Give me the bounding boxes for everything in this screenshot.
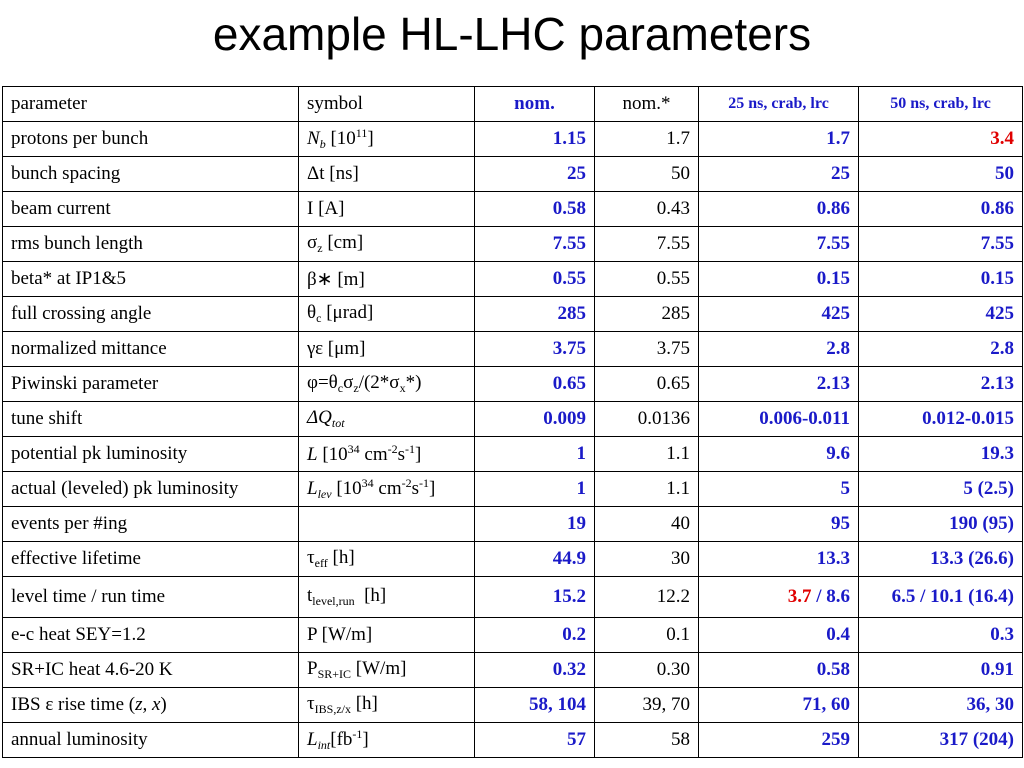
table-row-protons-per-bunch bbox=[3, 122, 1023, 157]
c25-cell: 7.55 bbox=[699, 227, 859, 262]
c25-cell: 0.86 bbox=[699, 192, 859, 227]
nom-cell: 57 bbox=[475, 723, 595, 758]
c25-red-value: 3.7 bbox=[787, 586, 812, 607]
table-row-ec-heat bbox=[3, 618, 1023, 653]
nom-star-cell: 0.1 bbox=[595, 618, 699, 653]
c25-cell: 425 bbox=[699, 297, 859, 332]
parameter-cell: level time / run time bbox=[3, 577, 299, 618]
symbol-cell: $P_{SR+IC}$ [W/m] bbox=[299, 653, 475, 688]
header-25ns-crab-lrc: 25 ns, crab, lrc bbox=[699, 87, 859, 122]
nom-star-cell: 1.1 bbox=[595, 437, 699, 472]
nom-cell: 0.009 bbox=[475, 402, 595, 437]
nom-cell: 7.55 bbox=[475, 227, 595, 262]
c25-cell: 1.7 bbox=[699, 122, 859, 157]
parameter-cell: annual luminosity bbox=[3, 723, 299, 758]
symbol-cell: $\tau_{IBS,z/x}$ [h] bbox=[299, 688, 475, 723]
symbol-cell: β∗ [m] bbox=[299, 262, 475, 297]
c25-cell: 5 bbox=[699, 472, 859, 507]
c25-cell: 25 bbox=[699, 157, 859, 192]
parameter-cell: beta* at IP1&5 bbox=[3, 262, 299, 297]
c50-cell: 2.13 bbox=[859, 367, 1023, 402]
c50-cell: 7.55 bbox=[859, 227, 1023, 262]
c50-cell: 317 (204) bbox=[859, 723, 1023, 758]
table-header-row bbox=[3, 87, 1023, 122]
symbol-cell: $L_{int}[fb^{-1}]$ bbox=[299, 723, 475, 758]
table-row-effective-lifetime bbox=[3, 542, 1023, 577]
symbol-cell bbox=[299, 507, 475, 542]
symbol-cell: $L_{lev}$ [$10^{34}$ $cm^{-2}s^{-1}$] bbox=[299, 472, 475, 507]
c50-cell: 425 bbox=[859, 297, 1023, 332]
nom-cell: 25 bbox=[475, 157, 595, 192]
parameter-cell: Piwinski parameter bbox=[3, 367, 299, 402]
parameter-cell: normalized mittance bbox=[3, 332, 299, 367]
nom-star-cell: 0.65 bbox=[595, 367, 699, 402]
header-50ns-crab-lrc: 50 ns, crab, lrc bbox=[859, 87, 1023, 122]
nom-cell: 0.2 bbox=[475, 618, 595, 653]
c50-cell: 190 (95) bbox=[859, 507, 1023, 542]
symbol-cell: $\theta_c$ [μrad] bbox=[299, 297, 475, 332]
nom-star-cell: 0.0136 bbox=[595, 402, 699, 437]
table-row-potential-pk-luminosity bbox=[3, 437, 1023, 472]
symbol-cell: I [A] bbox=[299, 192, 475, 227]
nom-star-cell: 0.55 bbox=[595, 262, 699, 297]
table-row-rms-bunch-length bbox=[3, 227, 1023, 262]
nom-star-cell: 1.7 bbox=[595, 122, 699, 157]
symbol-cell: L [$10^{34}$ $cm^{-2}s^{-1}$] bbox=[299, 437, 475, 472]
table-row-piwinski-parameter bbox=[3, 367, 1023, 402]
parameter-cell: protons per bunch bbox=[3, 122, 299, 157]
c50-cell: 36, 30 bbox=[859, 688, 1023, 723]
symbol-cell: $N_b$ $[10^{11}]$ bbox=[299, 122, 475, 157]
c25-cell bbox=[699, 577, 859, 618]
nom-cell: 0.58 bbox=[475, 192, 595, 227]
c50-cell: 19.3 bbox=[859, 437, 1023, 472]
header-parameter: parameter bbox=[3, 87, 299, 122]
nom-star-cell: 3.75 bbox=[595, 332, 699, 367]
symbol-cell: Δt [ns] bbox=[299, 157, 475, 192]
nom-star-cell: 12.2 bbox=[595, 577, 699, 618]
header-nom: nom. bbox=[475, 87, 595, 122]
table-row-crossing-angle bbox=[3, 297, 1023, 332]
c25-cell: 71, 60 bbox=[699, 688, 859, 723]
symbol-cell: $\tau_{eff}$ [h] bbox=[299, 542, 475, 577]
table-row-beta-star bbox=[3, 262, 1023, 297]
nom-star-cell: 30 bbox=[595, 542, 699, 577]
table-row-tune-shift bbox=[3, 402, 1023, 437]
nom-cell: 285 bbox=[475, 297, 595, 332]
parameter-cell: effective lifetime bbox=[3, 542, 299, 577]
table-row-beam-current bbox=[3, 192, 1023, 227]
table-row-leveled-pk-luminosity bbox=[3, 472, 1023, 507]
c50-cell: 3.4 bbox=[859, 122, 1023, 157]
parameters-table bbox=[2, 86, 1023, 758]
c25-cell: 0.4 bbox=[699, 618, 859, 653]
c25-cell: 2.13 bbox=[699, 367, 859, 402]
nom-cell: 3.75 bbox=[475, 332, 595, 367]
c50-cell: 0.3 bbox=[859, 618, 1023, 653]
c50-cell: 6.5 / 10.1 (16.4) bbox=[859, 577, 1023, 618]
nom-star-cell: 0.43 bbox=[595, 192, 699, 227]
nom-cell: 44.9 bbox=[475, 542, 595, 577]
symbol-cell: P [W/m] bbox=[299, 618, 475, 653]
c25-cell: 13.3 bbox=[699, 542, 859, 577]
symbol-cell: γε [μm] bbox=[299, 332, 475, 367]
parameter-cell: rms bunch length bbox=[3, 227, 299, 262]
c25-rest-value: / 8.6 bbox=[811, 586, 850, 607]
parameter-cell: bunch spacing bbox=[3, 157, 299, 192]
nom-cell: 19 bbox=[475, 507, 595, 542]
parameter-cell: actual (leveled) pk luminosity bbox=[3, 472, 299, 507]
table-row-annual-luminosity bbox=[3, 723, 1023, 758]
c25-cell: 0.58 bbox=[699, 653, 859, 688]
parameter-cell: full crossing angle bbox=[3, 297, 299, 332]
symbol-cell: $\Delta Q_{tot}$ bbox=[299, 402, 475, 437]
c25-cell: 2.8 bbox=[699, 332, 859, 367]
c50-cell: 2.8 bbox=[859, 332, 1023, 367]
c50-cell: 0.91 bbox=[859, 653, 1023, 688]
c25-cell: 259 bbox=[699, 723, 859, 758]
symbol-cell: $\sigma_z$ [cm] bbox=[299, 227, 475, 262]
nom-star-cell: 39, 70 bbox=[595, 688, 699, 723]
c25-cell: 0.006-0.011 bbox=[699, 402, 859, 437]
c25-cell: 95 bbox=[699, 507, 859, 542]
c50-cell: 0.15 bbox=[859, 262, 1023, 297]
slide-title: example HL-LHC parameters bbox=[212, 8, 812, 60]
table-row-sr-ic-heat bbox=[3, 653, 1023, 688]
parameter-cell: tune shift bbox=[3, 402, 299, 437]
nom-cell: 0.32 bbox=[475, 653, 595, 688]
nom-cell: 1 bbox=[475, 437, 595, 472]
nom-cell: 1 bbox=[475, 472, 595, 507]
table-row-level-run-time bbox=[3, 577, 1023, 618]
nom-star-cell: 285 bbox=[595, 297, 699, 332]
nom-star-cell: 50 bbox=[595, 157, 699, 192]
nom-cell: 58, 104 bbox=[475, 688, 595, 723]
parameter-cell: e-c heat SEY=1.2 bbox=[3, 618, 299, 653]
nom-star-cell: 1.1 bbox=[595, 472, 699, 507]
nom-cell: 15.2 bbox=[475, 577, 595, 618]
nom-cell: 0.65 bbox=[475, 367, 595, 402]
table-row-ibs-rise-time bbox=[3, 688, 1023, 723]
parameter-cell: potential pk luminosity bbox=[3, 437, 299, 472]
table-row-events-per-crossing bbox=[3, 507, 1023, 542]
nom-star-cell: 0.30 bbox=[595, 653, 699, 688]
nom-star-cell: 7.55 bbox=[595, 227, 699, 262]
parameter-cell: beam current bbox=[3, 192, 299, 227]
parameter-cell: IBS ε rise time (z, x) bbox=[3, 688, 299, 723]
symbol-cell: $\varphi=\theta_c\sigma_z/(2*\sigma_x*)$ bbox=[299, 367, 475, 402]
c25-cell: 0.15 bbox=[699, 262, 859, 297]
c25-cell: 9.6 bbox=[699, 437, 859, 472]
symbol-cell: $t_{level,run}$ [h] bbox=[299, 577, 475, 618]
c50-cell: 50 bbox=[859, 157, 1023, 192]
table-row-normalized-emittance bbox=[3, 332, 1023, 367]
nom-cell: 1.15 bbox=[475, 122, 595, 157]
c50-cell: 0.012-0.015 bbox=[859, 402, 1023, 437]
table-row-bunch-spacing bbox=[3, 157, 1023, 192]
nom-cell: 0.55 bbox=[475, 262, 595, 297]
nom-star-cell: 58 bbox=[595, 723, 699, 758]
c50-cell: 5 (2.5) bbox=[859, 472, 1023, 507]
header-nom-star: nom.* bbox=[595, 87, 699, 122]
c50-cell: 13.3 (26.6) bbox=[859, 542, 1023, 577]
c50-cell: 0.86 bbox=[859, 192, 1023, 227]
parameter-cell: SR+IC heat 4.6-20 K bbox=[3, 653, 299, 688]
parameter-cell: events per #ing bbox=[3, 507, 299, 542]
nom-star-cell: 40 bbox=[595, 507, 699, 542]
header-symbol: symbol bbox=[299, 87, 475, 122]
